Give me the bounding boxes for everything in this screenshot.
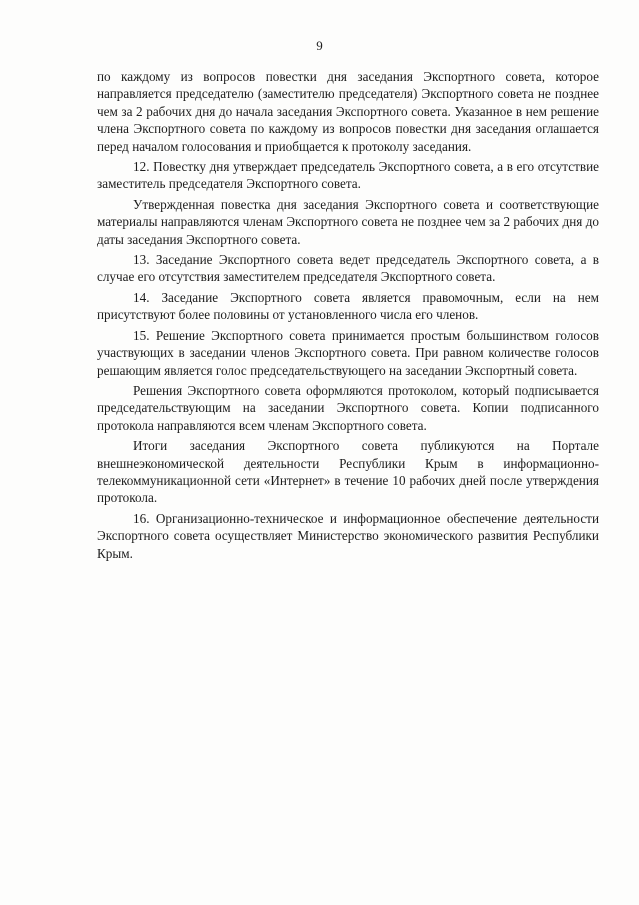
paragraph-results-publication: Итоги заседания Экспортного совета публикуются на Портале внешнеэкономической деятельности Республики Крым в информационно-телекоммуникационной сети «Интернет» в течение 10 рабочих дней после утверждения протокола. — [97, 438, 599, 506]
paragraph-item-16: 16. Организационно-техническое и информационное обеспечение деятельности Экспортного совета осуществляет Министерство экономического развития Республики Крым. — [97, 510, 599, 561]
document-body — [97, 68, 599, 562]
paragraph-agenda-approval: Утвержденная повестка дня заседания Экспортного совета и соответствующие материалы направляются членам Экспортного совета не позднее чем за 2 рабочих дня до даты заседания Экспортного совета. — [97, 196, 599, 247]
paragraph-item-14: 14. Заседание Экспортного совета является правомочным, если на нем присутствуют более половины от установленного числа его членов. — [97, 289, 599, 323]
paragraph-continuation: по каждому из вопросов повестки дня заседания Экспортного совета, которое направляется председателю (заместителю председателя) Экспортного совета не позднее чем за 2 рабочих дня до начала заседания Экспортного совета. Указанное в нем решение члена Экспортного совета по каждому из вопросов повестки дня заседания оглашается перед началом голосования и приобщается к протоколу заседания. — [97, 69, 599, 154]
paragraph-decisions-protocol: Решения Экспортного совета оформляются протоколом, который подписывается председательствующим на заседании Экспортного совета. Копии подписанного протокола направляются всем членам Экспортного совета. — [97, 382, 599, 433]
paragraph-item-12: 12. Повестку дня утверждает председатель Экспортного совета, а в его отсутствие заместитель председателя Экспортного совета. — [97, 159, 599, 192]
page-number: 9 — [316, 38, 323, 53]
paragraph-item-15: 15. Решение Экспортного совета принимается простым большинством голосов участвующих в заседании членов Экспортного совета. При равном количестве голосов решающим является голос председательствующего на заседании Экспортный совета. — [97, 327, 599, 378]
paragraph-item-13: 13. Заседание Экспортного совета ведет председатель Экспортного совета, а в случае его отсутствия заместителем председателя Экспортного совета. — [97, 252, 599, 285]
